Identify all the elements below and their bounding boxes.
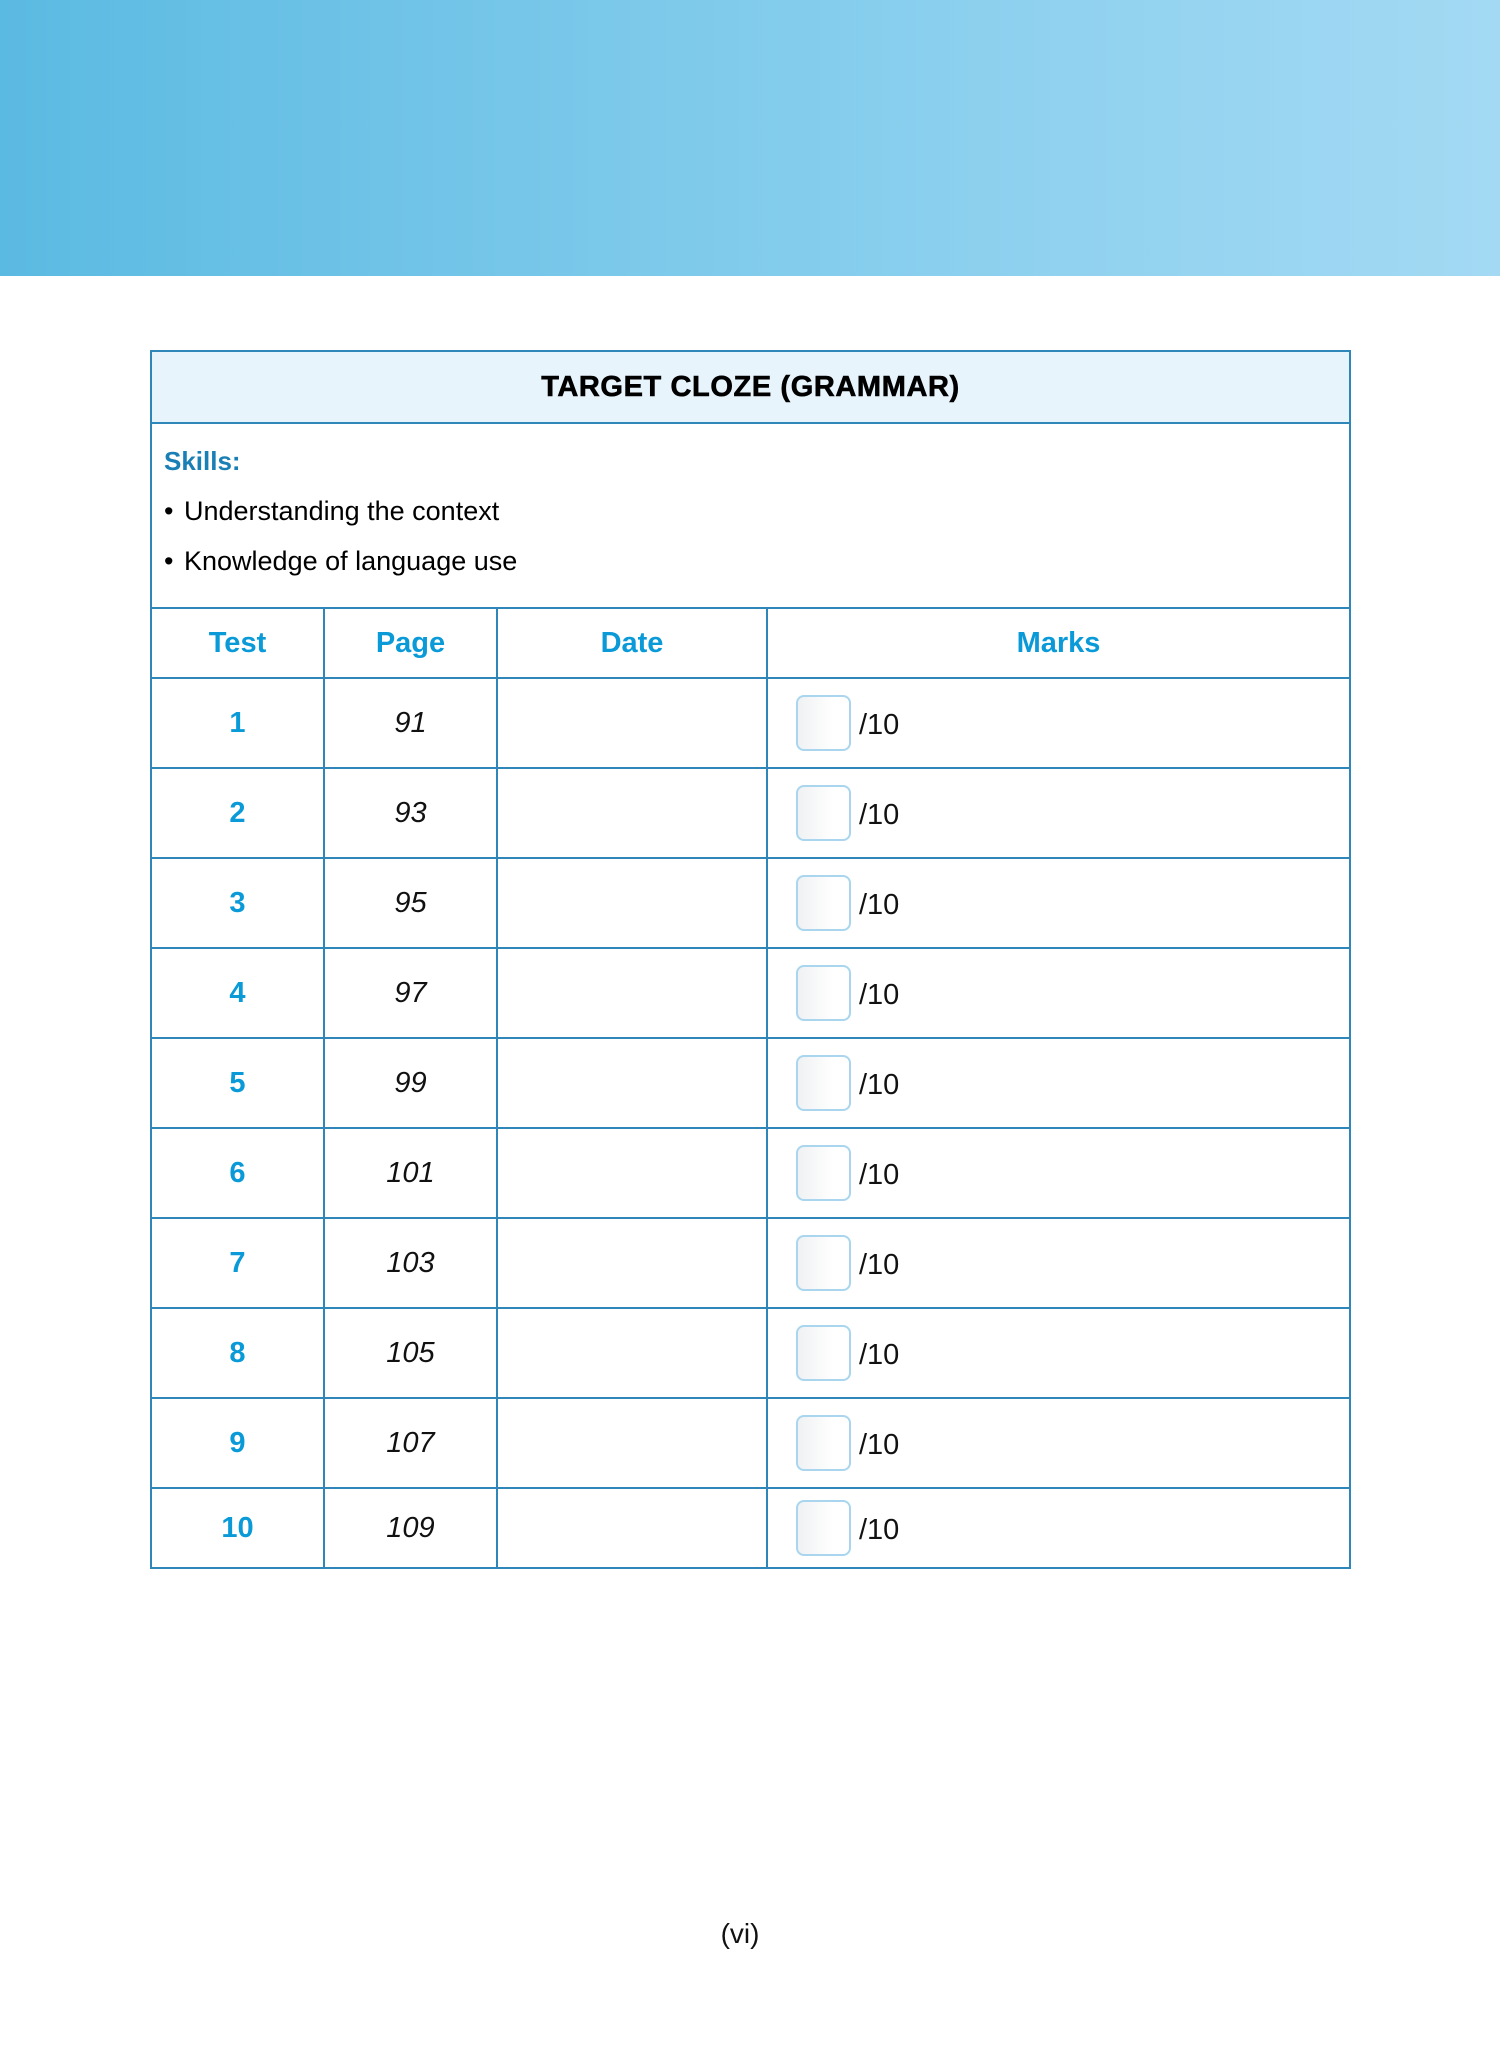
progress-tracker-card — [150, 350, 1351, 1569]
marks-cell — [767, 1488, 1349, 1567]
marks-input-box[interactable] — [796, 785, 851, 841]
test-number: 9 — [152, 1398, 324, 1488]
card-title: TARGET CLOZE (GRAMMAR) — [541, 370, 960, 403]
marks-input-box[interactable] — [796, 965, 851, 1021]
marks-input-box[interactable] — [796, 1145, 851, 1201]
column-header-date: Date — [497, 609, 767, 678]
skills-label: Skills: — [164, 446, 241, 476]
marks-total: /10 — [859, 708, 900, 741]
table-row — [152, 1038, 1349, 1128]
marks-input-box[interactable] — [796, 1055, 851, 1111]
card-title-row — [152, 352, 1349, 424]
marks-total: /10 — [859, 1428, 900, 1461]
marks-total: /10 — [859, 978, 900, 1011]
marks-cell — [767, 1218, 1349, 1308]
date-field[interactable] — [497, 948, 767, 1038]
marks-total: /10 — [859, 1248, 900, 1281]
table-header-row — [152, 609, 1349, 678]
date-field[interactable] — [497, 678, 767, 768]
marks-cell — [767, 1398, 1349, 1488]
date-field[interactable] — [497, 1398, 767, 1488]
table-row — [152, 1128, 1349, 1218]
date-field[interactable] — [497, 858, 767, 948]
test-number: 4 — [152, 948, 324, 1038]
skill-text: Understanding the context — [184, 496, 500, 526]
table-row — [152, 1398, 1349, 1488]
marks-cell — [767, 678, 1349, 768]
marks-total: /10 — [859, 798, 900, 831]
marks-cell — [767, 1038, 1349, 1128]
page-number: 95 — [324, 858, 497, 948]
date-field[interactable] — [497, 1128, 767, 1218]
marks-cell — [767, 768, 1349, 858]
page-number: 97 — [324, 948, 497, 1038]
test-number: 2 — [152, 768, 324, 858]
marks-input-box[interactable] — [796, 1415, 851, 1471]
marks-total: /10 — [859, 1338, 900, 1371]
page-number: 101 — [324, 1128, 497, 1218]
marks-total: /10 — [859, 1513, 900, 1546]
marks-cell — [767, 948, 1349, 1038]
table-row — [152, 1308, 1349, 1398]
table-row — [152, 678, 1349, 768]
table-row — [152, 768, 1349, 858]
header-banner — [0, 0, 1500, 276]
marks-input-box[interactable] — [796, 1500, 851, 1556]
table-row — [152, 1488, 1349, 1567]
test-number: 10 — [152, 1488, 324, 1567]
page-number: 109 — [324, 1488, 497, 1567]
skill-text: Knowledge of language use — [184, 546, 518, 576]
page-number: 107 — [324, 1398, 497, 1488]
skill-item — [164, 496, 1349, 526]
marks-cell — [767, 1128, 1349, 1218]
page-number: 105 — [324, 1308, 497, 1398]
test-number: 8 — [152, 1308, 324, 1398]
marks-input-box[interactable] — [796, 695, 851, 751]
marks-total: /10 — [859, 888, 900, 921]
table-row — [152, 858, 1349, 948]
date-field[interactable] — [497, 1308, 767, 1398]
column-header-marks: Marks — [767, 609, 1349, 678]
column-header-page: Page — [324, 609, 497, 678]
tests-table — [152, 609, 1349, 1567]
marks-input-box[interactable] — [796, 1325, 851, 1381]
page-number: 99 — [324, 1038, 497, 1128]
bullet-icon: • — [164, 496, 174, 526]
test-number: 3 — [152, 858, 324, 948]
table-row — [152, 1218, 1349, 1308]
bullet-icon: • — [164, 546, 174, 576]
date-field[interactable] — [497, 1218, 767, 1308]
date-field[interactable] — [497, 1038, 767, 1128]
marks-cell — [767, 1308, 1349, 1398]
marks-input-box[interactable] — [796, 875, 851, 931]
test-number: 6 — [152, 1128, 324, 1218]
page-number-footer: (vi) — [720, 1918, 760, 1949]
marks-total: /10 — [859, 1158, 900, 1191]
test-number: 5 — [152, 1038, 324, 1128]
page-number: 93 — [324, 768, 497, 858]
page-number: 103 — [324, 1218, 497, 1308]
page-number: 91 — [324, 678, 497, 768]
skill-item — [164, 546, 1349, 576]
column-header-test: Test — [152, 609, 324, 678]
skills-section — [152, 424, 1349, 609]
table-row — [152, 948, 1349, 1038]
date-field[interactable] — [497, 768, 767, 858]
test-number: 1 — [152, 678, 324, 768]
marks-input-box[interactable] — [796, 1235, 851, 1291]
marks-total: /10 — [859, 1068, 900, 1101]
test-number: 7 — [152, 1218, 324, 1308]
marks-cell — [767, 858, 1349, 948]
date-field[interactable] — [497, 1488, 767, 1567]
